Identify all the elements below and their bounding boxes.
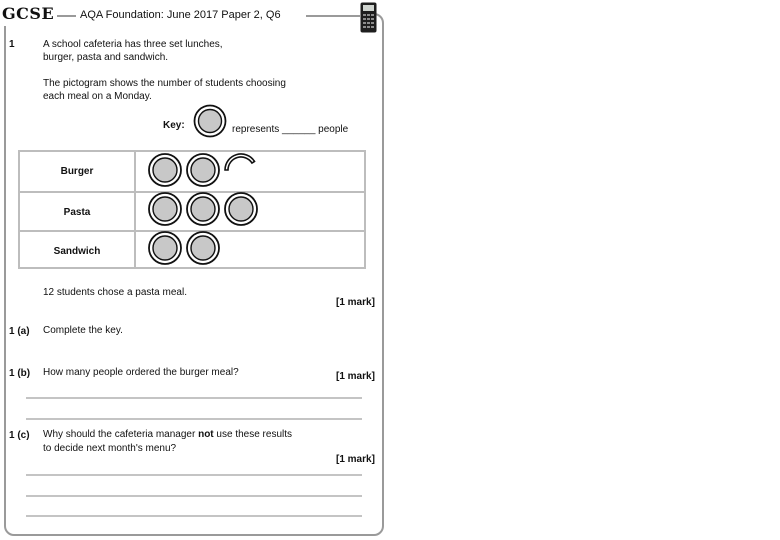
partial-symbol-icon (223, 152, 259, 188)
part-a-number: 1 (a) (9, 326, 30, 337)
key-label: Key: (163, 120, 185, 131)
part-b-number: 1 (b) (9, 368, 31, 379)
part-b-marks: [1 mark] (336, 371, 375, 382)
answer-line[interactable] (26, 495, 362, 497)
paper-title: AQA Foundation: June 2017 Paper 2, Q6 (80, 9, 281, 21)
part-c-text-line-2: to decide next month's menu? (43, 443, 177, 454)
part-c-number: 1 (c) (9, 430, 30, 441)
pictogram-intro-line-2: each meal on a Monday. (43, 91, 152, 102)
answer-line[interactable] (26, 474, 362, 476)
row-label: Burger (60, 166, 94, 177)
statement-marks: [1 mark] (336, 297, 375, 308)
pictogram-intro-line-1: The pictogram shows the number of students choosing (43, 78, 286, 89)
question-number: 1 (9, 39, 15, 50)
part-c-text-end: use these results (213, 429, 293, 440)
part-b-text: How many people ordered the burger meal? (43, 367, 239, 378)
pictogram-symbol-icon (185, 152, 221, 188)
answer-line[interactable] (26, 515, 362, 517)
pictogram-symbol-icon (147, 152, 183, 188)
pictogram-symbol-icon (185, 230, 221, 266)
part-c-emphasis: not (198, 429, 214, 440)
pasta-statement: 12 students chose a pasta meal. (43, 287, 187, 298)
header-rule-right (306, 15, 360, 17)
question-intro-line-2: burger, pasta and sandwich. (43, 52, 169, 63)
pictogram-symbol-icon (147, 191, 183, 227)
header-rule-left (54, 15, 76, 17)
key-symbol-icon (193, 104, 227, 138)
row-label: Sandwich (53, 246, 101, 257)
row-label: Pasta (63, 207, 91, 218)
part-c-marks: [1 mark] (336, 454, 375, 465)
pictogram-symbol-icon (223, 191, 259, 227)
key-text: represents ______ people (232, 124, 349, 135)
answer-line[interactable] (26, 418, 362, 420)
calculator-icon (360, 2, 377, 33)
pictogram-symbol-icon (185, 191, 221, 227)
gcse-logo: GCSE (2, 4, 57, 23)
part-c-text-start: Why should the cafeteria manager (43, 429, 199, 440)
part-a-text: Complete the key. (43, 325, 123, 336)
question-intro-line-1: A school cafeteria has three set lunches, (43, 39, 223, 50)
pictogram-symbol-icon (147, 230, 183, 266)
part-c-text-line-1 (43, 428, 292, 441)
answer-line[interactable] (26, 397, 362, 399)
